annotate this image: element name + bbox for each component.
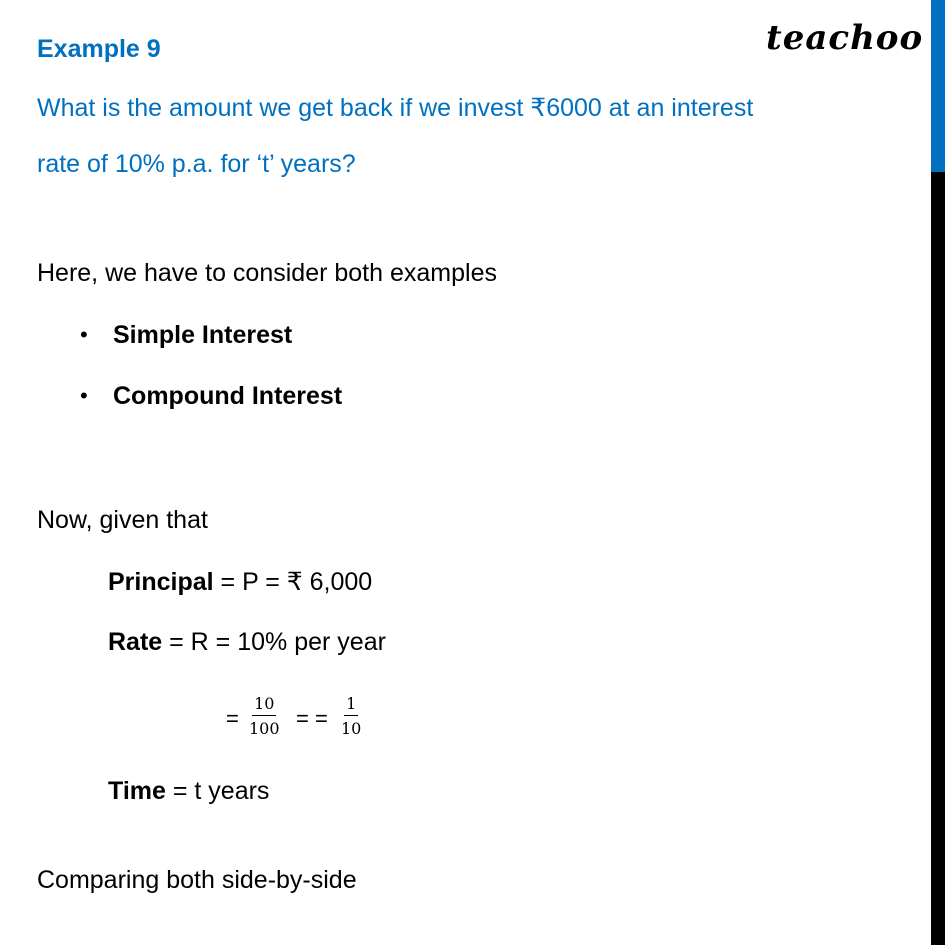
principal-label: Principal [108,568,214,596]
fraction-1-over-10 [341,694,361,738]
time-line [108,777,269,806]
bullet-compound-interest: Compound Interest [113,382,343,410]
principal-line [108,567,372,597]
intro-text: Here, we have to consider both examples [37,259,497,287]
side-accent-bar [931,0,945,172]
equals-signs: = = [296,706,328,731]
closing-text: Comparing both side-by-side [37,866,357,894]
example-heading: Example 9 [37,35,161,63]
bullet-icon: • [80,383,88,408]
denominator: 100 [249,719,280,738]
equals-sign: = [226,706,239,731]
numerator: 10 [252,694,276,716]
bullet-simple-interest: Simple Interest [113,321,293,349]
principal-value: = P = ₹ 6,000 [213,568,373,596]
side-dark-bar [931,172,945,945]
rate-value: = R = 10% per year [162,628,386,656]
fraction-10-over-100 [249,694,280,738]
rate-line [108,628,386,657]
teachoo-logo: teachoo [766,18,924,58]
denominator: 10 [341,719,362,738]
given-intro: Now, given that [37,506,208,534]
numerator: 1 [344,694,358,716]
question-line-2: rate of 10% p.a. for ‘t’ years? [37,150,356,178]
time-label: Time [108,777,166,805]
question-line-1: What is the amount we get back if we invest ₹6000 at an interest [37,94,754,122]
rate-label: Rate [108,628,163,656]
time-value: = t years [165,777,270,805]
bullet-icon: • [80,322,88,347]
